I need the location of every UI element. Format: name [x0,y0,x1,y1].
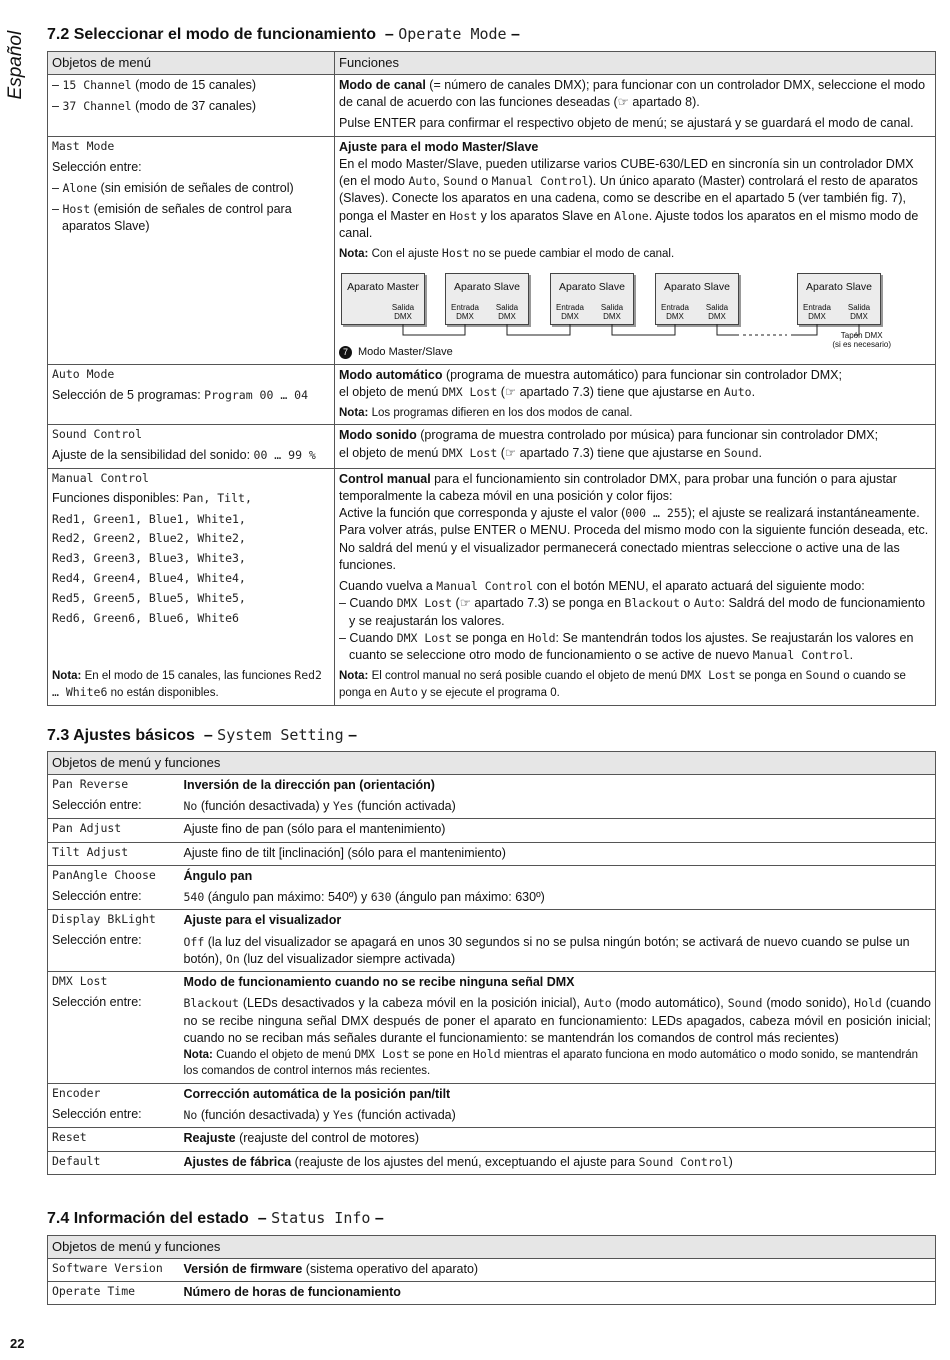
table-row: Tilt Adjust Ajuste fino de tilt [inclinación] (sólo para el mantenimiento) [48,842,936,865]
table-row: Mast Mode Selección entre: – Alone (sin emisión de señales de control) – Host (emisión de señales de control para aparatos Slave) Ajuste para el modo Master/Slave En el modo Master/Slave, pueden utilizarse varios CUBE-630/LED en sincronía sin un controlador DMX (en el modo Auto, Sound o Manual Control). Un único aparato (Master) controlará el resto de aparatos (Slaves). Conecte los aparatos en una cadena, como se describe en el apartado 5 (ver también fig. 7), ponga el Master en Host y los aparatos Slave en Alone. Ajuste todos los aparatos en el mismo modo de canal. Nota: Con el ajuste Host no se puede cambiar el modo de canal. Aparato Master Salida DMX Aparato Slave Entrada DMX Salida DMX Aparato Slave Entrada DMX Salida DMX Aparato Slave Entrada DMX Salida DMX Aparato Slave Entrada DMX Salida DMX Tapón DMX (si es necesario) 7 Modo Master/Slave [48,136,936,364]
slave-device: Aparato Slave Entrada DMX Salida DMX [445,273,529,325]
slave-device: Aparato Slave Entrada DMX Salida DMX [550,273,634,325]
language-tab: Español [5,30,27,100]
column-header-menu-objects: Objetos de menú [48,52,335,75]
table-row: Sound Control Ajuste de la sensibilidad del sonido: 00 … 99 % Modo sonido (programa de muestra controlado por música) para funcionar sin controlador DMX; el objeto de menú DMX Lost (☞ apartado 7.3) tiene que ajustarse en Sound. [48,425,936,468]
master-device: Aparato Master Salida DMX [341,273,425,325]
table-row: Auto Mode Selección de 5 programas: Program 00 … 04 Modo automático (programa de muestra automático) para funcionar sin controlador DMX; el objeto de menú DMX Lost (☞ apartado 7.3) tiene que ajustarse en Auto. Nota: Los programas difieren en los dos modos de canal. [48,365,936,425]
table-row: – 15 Channel (modo de 15 canales) – 37 Channel (modo de 37 canales) Modo de canal (= número de canales DMX); para funcionar con un controlador DMX, seleccione el modo de canal de acuerdo con las funciones deseadas (☞ apartado 8). Pulse ENTER para confirmar el respectivo objeto de menú; se ajustará y se guardará el modo de canal. [48,74,936,136]
operate-mode-table [47,51,936,706]
table-row: Software Version Versión de firmware (sistema operativo del aparato) [48,1258,936,1281]
dmx-cable [339,273,899,353]
system-setting-table [47,751,936,1175]
table-row: PanAngle Choose Selección entre: Ángulo pan 540 (ángulo pan máximo: 540º) y 630 (ángulo pan máximo: 630º) [48,865,936,910]
column-header-functions: Funciones [335,52,936,75]
status-info-table [47,1235,936,1305]
table-row: Display BkLight Selección entre: Ajuste para el visualizador Off (la luz del visualizador se apagará en unos 30 segundos si no se pulsa ningún botón; se activará de nuevo cuando se pulse un botón), On (luz del visualizador siempre activada) [48,910,936,972]
table-header: Objetos de menú y funciones [48,752,936,775]
table-header: Objetos de menú y funciones [48,1236,936,1259]
table-row: Pan Adjust Ajuste fino de pan (sólo para el mantenimiento) [48,819,936,842]
table-row: Default Ajustes de fábrica (reajuste de los ajustes del menú, exceptuando el ajuste para Sound Control) [48,1151,936,1174]
table-row: Manual Control Funciones disponibles: Pan, Tilt, Red1, Green1, Blue1, White1, Red2, Green2, Blue2, White2, Red3, Green3, Blue3, White3, Red4, Green4, Blue4, White4, Red5, Green5, Blue5, White5, Red6, Green6, Blue6, White6 Nota: En el modo de 15 canales, las funciones Red2 … White6 no están disponibles. Control manual para el funcionamiento sin controlador DMX, para probar una función o para ajustar temporalmente la cabeza móvil en una posición y color fijos: Active la función que corresponda y ajuste el valor (000 … 255); el ajuste se realizará instantáneamente. Para volver atrás, pulse ENTER o MENU. Proceda del mismo modo con la siguiente función deseada, etc. No saldrá del menú y el visualizador permanecerá conectado mientras seleccione o active una de las funciones. Cuando vuelva a Manual Control con el botón MENU, el aparato actuará del siguiente modo: – Cuando DMX Lost (☞ apartado 7.3) se ponga en Blackout o Auto: Saldrá del modo de funcionamiento y se reajustarán los valores. – Cuando DMX Lost se ponga en Hold: Se mantendrán todos los ajustes. Se reajustarán los valores en cuanto se seleccione otro modo de funcionamiento o se active de nuevo Manual Control. Nota: El control manual no será posible cuando el objeto de menú DMX Lost se ponga en Sound o cuando se ponga en Auto y se ejecute el programa 0. [48,468,936,705]
table-row: Operate Time Número de horas de funcionamiento [48,1282,936,1305]
table-row: Pan Reverse Selección entre: Inversión de la dirección pan (orientación) No (función desactivada) y Yes (función activada) [48,774,936,819]
table-row: Encoder Selección entre: Corrección automática de la posición pan/tilt No (función desactivada) y Yes (función activada) [48,1083,936,1128]
section-7-2-title: 7.2 Seleccionar el modo de funcionamiento – Operate Mode – [47,25,520,43]
slave-device: Aparato Slave Entrada DMX Salida DMX [797,273,881,325]
table-row: Reset Reajuste (reajuste del control de motores) [48,1128,936,1151]
master-slave-diagram [339,273,931,361]
dmx-terminator: Tapón DMX (si es necesario) [832,331,891,350]
table-row: DMX Lost Selección entre: Modo de funcionamiento cuando no se recibe ninguna señal DMX Blackout (LEDs desactivados y la cabeza móvil en la posición inicial), Auto (modo automático), Sound (modo sonido), Hold (cuando no se recibe ninguna señal DMX después de poner el aparato en funcionamiento: LEDs apagados, cabeza móvil en posición inicial; cuando no se reciban más señales durante el funcionamiento: se mantendrán los comandos de control más recientes) Nota: Cuando el objeto de menú DMX Lost se pone en Hold mientras el aparato funciona en modo automático o modo sonido, se mantendrán los comandos de control internos más recientes. [48,972,936,1084]
section-7-4-title: 7.4 Información del estado – Status Info – [47,1209,384,1227]
page-number: 22 [10,1336,25,1351]
section-7-3-title: 7.3 Ajustes básicos – System Setting – [47,726,357,744]
figure-caption: 7 Modo Master/Slave [339,345,453,360]
slave-device: Aparato Slave Entrada DMX Salida DMX [655,273,739,325]
